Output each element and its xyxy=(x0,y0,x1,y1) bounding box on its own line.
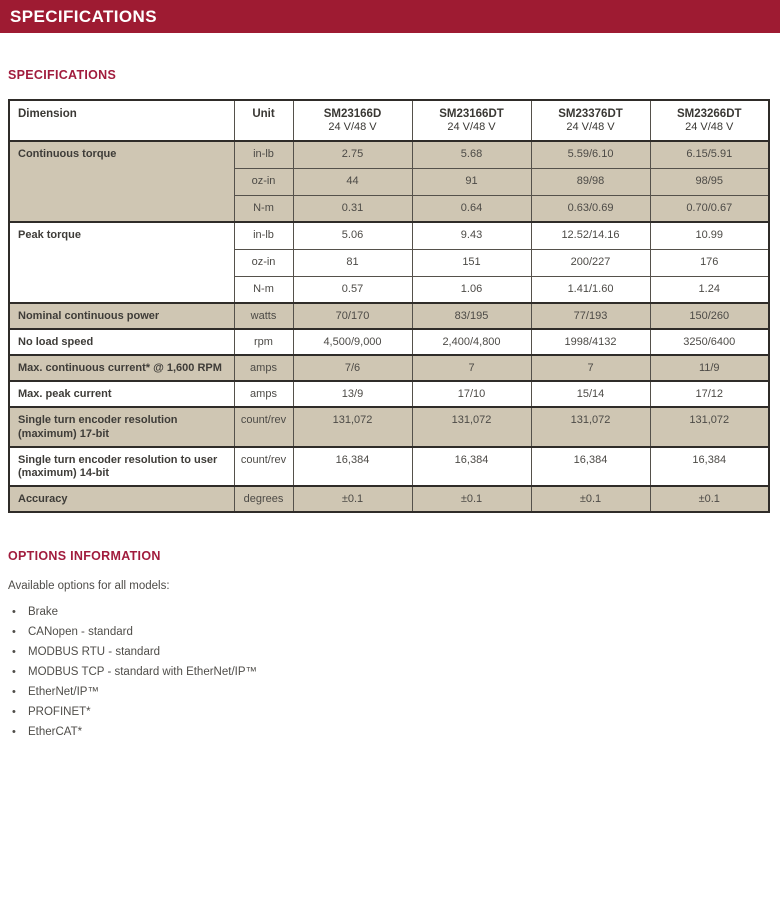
model-voltage: 24 V/48 V xyxy=(447,121,496,134)
value-cell: 151 xyxy=(412,249,531,276)
column-header-model-3 xyxy=(531,100,650,141)
unit-cell: degrees xyxy=(234,486,293,512)
bullet-icon: • xyxy=(12,726,16,738)
row-label-cell: Continuous torque xyxy=(9,141,234,222)
table-row xyxy=(9,355,769,381)
column-header-dimension: Dimension xyxy=(9,100,234,141)
value-cell: 11/9 xyxy=(650,355,769,381)
row-label-cell: Max. peak current xyxy=(9,381,234,407)
list-item xyxy=(12,706,780,726)
table-row xyxy=(9,141,769,168)
value-cell: 0.63/0.69 xyxy=(531,195,650,222)
value-cell: 89/98 xyxy=(531,168,650,195)
banner-title: SPECIFICATIONS xyxy=(10,6,157,26)
row-label-cell: Single turn encoder resolution to user (maximum) 14-bit xyxy=(9,447,234,487)
value-cell: 7 xyxy=(531,355,650,381)
list-item xyxy=(12,666,780,686)
option-label: CANopen - standard xyxy=(28,626,133,638)
value-cell: ±0.1 xyxy=(293,486,412,512)
unit-cell: amps xyxy=(234,381,293,407)
row-label-cell: Nominal continuous power xyxy=(9,303,234,329)
row-label-cell: Single turn encoder resolution (maximum) 17-bit xyxy=(9,407,234,447)
option-label: MODBUS RTU - standard xyxy=(28,646,161,658)
table-row xyxy=(9,447,769,487)
table-row xyxy=(9,407,769,447)
list-item xyxy=(12,726,780,746)
value-cell: 15/14 xyxy=(531,381,650,407)
value-cell: ±0.1 xyxy=(531,486,650,512)
model-voltage: 24 V/48 V xyxy=(685,121,734,134)
value-cell: 5.59/6.10 xyxy=(531,141,650,168)
value-cell: 131,072 xyxy=(293,407,412,447)
value-cell: 1.41/1.60 xyxy=(531,276,650,303)
options-information-heading: OPTIONS INFORMATION xyxy=(8,549,161,563)
model-voltage: 24 V/48 V xyxy=(328,121,377,134)
value-cell: 77/193 xyxy=(531,303,650,329)
row-label-cell: Max. continuous current* @ 1,600 RPM xyxy=(9,355,234,381)
specifications-table xyxy=(8,99,770,513)
value-cell: 131,072 xyxy=(531,407,650,447)
unit-cell: count/rev xyxy=(234,407,293,447)
value-cell: 2,400/4,800 xyxy=(412,329,531,355)
value-cell: 17/12 xyxy=(650,381,769,407)
option-label: EtherCAT* xyxy=(28,726,83,738)
row-label-cell: Accuracy xyxy=(9,486,234,512)
value-cell: ±0.1 xyxy=(650,486,769,512)
row-label-cell: Peak torque xyxy=(9,222,234,303)
option-label: MODBUS TCP - standard with EtherNet/IP™ xyxy=(28,666,258,678)
value-cell: 200/227 xyxy=(531,249,650,276)
value-cell: 0.70/0.67 xyxy=(650,195,769,222)
options-list xyxy=(12,606,780,746)
model-name: SM23376DT xyxy=(558,108,623,120)
value-cell: 16,384 xyxy=(412,447,531,487)
value-cell: 1.24 xyxy=(650,276,769,303)
value-cell: 131,072 xyxy=(412,407,531,447)
table-row xyxy=(9,303,769,329)
value-cell: 176 xyxy=(650,249,769,276)
unit-cell: in-lb xyxy=(234,222,293,249)
list-item xyxy=(12,686,780,706)
model-name: SM23166D xyxy=(323,108,382,120)
unit-cell: oz-in xyxy=(234,249,293,276)
column-header-model-2 xyxy=(412,100,531,141)
bullet-icon: • xyxy=(12,686,16,698)
value-cell: 1.06 xyxy=(412,276,531,303)
unit-cell: in-lb xyxy=(234,141,293,168)
option-label: EtherNet/IP™ xyxy=(28,686,99,698)
page-banner xyxy=(0,0,780,33)
unit-cell: count/rev xyxy=(234,447,293,487)
unit-cell: oz-in xyxy=(234,168,293,195)
table-row xyxy=(9,381,769,407)
bullet-icon: • xyxy=(12,666,16,678)
table-row xyxy=(9,222,769,249)
value-cell: 9.43 xyxy=(412,222,531,249)
value-cell: 16,384 xyxy=(650,447,769,487)
value-cell: 0.57 xyxy=(293,276,412,303)
model-name: SM23166DT xyxy=(439,108,504,120)
value-cell: 70/170 xyxy=(293,303,412,329)
value-cell: 2.75 xyxy=(293,141,412,168)
column-header-model-1 xyxy=(293,100,412,141)
bullet-icon: • xyxy=(12,646,16,658)
model-voltage: 24 V/48 V xyxy=(566,121,615,134)
value-cell: 16,384 xyxy=(293,447,412,487)
list-item xyxy=(12,646,780,666)
bullet-icon: • xyxy=(12,626,16,638)
table-row xyxy=(9,329,769,355)
value-cell: 6.15/5.91 xyxy=(650,141,769,168)
model-name: SM23266DT xyxy=(676,108,742,120)
value-cell: ±0.1 xyxy=(412,486,531,512)
list-item xyxy=(12,606,780,626)
value-cell: 150/260 xyxy=(650,303,769,329)
bullet-icon: • xyxy=(12,706,16,718)
value-cell: 16,384 xyxy=(531,447,650,487)
value-cell: 131,072 xyxy=(650,407,769,447)
list-item xyxy=(12,626,780,646)
row-label-cell: No load speed xyxy=(9,329,234,355)
value-cell: 5.68 xyxy=(412,141,531,168)
value-cell: 5.06 xyxy=(293,222,412,249)
value-cell: 13/9 xyxy=(293,381,412,407)
value-cell: 81 xyxy=(293,249,412,276)
value-cell: 83/195 xyxy=(412,303,531,329)
value-cell: 0.31 xyxy=(293,195,412,222)
bullet-icon: • xyxy=(12,606,16,618)
specifications-heading: SPECIFICATIONS xyxy=(8,68,117,82)
value-cell: 7/6 xyxy=(293,355,412,381)
table-row xyxy=(9,486,769,512)
value-cell: 0.64 xyxy=(412,195,531,222)
unit-cell: watts xyxy=(234,303,293,329)
value-cell: 17/10 xyxy=(412,381,531,407)
value-cell: 91 xyxy=(412,168,531,195)
value-cell: 7 xyxy=(412,355,531,381)
unit-cell: N-m xyxy=(234,276,293,303)
unit-cell: amps xyxy=(234,355,293,381)
column-header-model-4 xyxy=(650,100,769,141)
value-cell: 10.99 xyxy=(650,222,769,249)
option-label: PROFINET* xyxy=(28,706,91,718)
unit-cell: N-m xyxy=(234,195,293,222)
value-cell: 44 xyxy=(293,168,412,195)
value-cell: 4,500/9,000 xyxy=(293,329,412,355)
option-label: Brake xyxy=(28,606,59,618)
unit-cell: rpm xyxy=(234,329,293,355)
options-intro-text: Available options for all models: xyxy=(8,580,170,592)
table-header-row xyxy=(9,100,769,141)
value-cell: 3250/6400 xyxy=(650,329,769,355)
column-header-unit: Unit xyxy=(234,100,293,141)
value-cell: 1998/4132 xyxy=(531,329,650,355)
value-cell: 12.52/14.16 xyxy=(531,222,650,249)
value-cell: 98/95 xyxy=(650,168,769,195)
